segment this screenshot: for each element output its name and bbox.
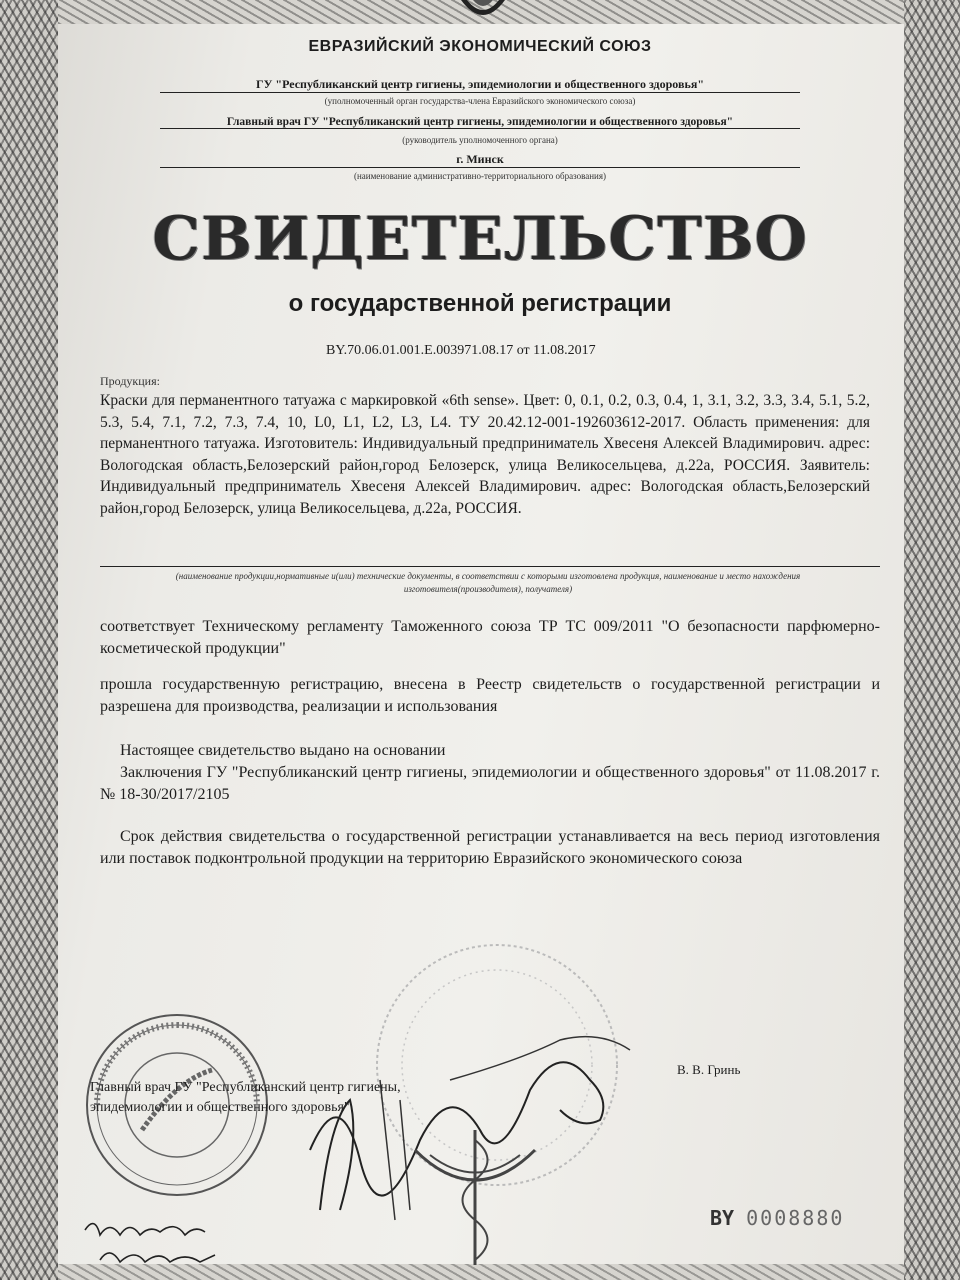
handwritten-copy-note-icon [80, 1210, 230, 1270]
authority-caption: (уполномоченный орган государства-члена Евразийского экономического союза) [324, 96, 636, 106]
product-underline [100, 566, 880, 567]
certificate-subtitle: о государственной регистрации [288, 290, 672, 317]
basis-conclusion: Заключения ГУ "Республиканский центр гигиены, эпидемиологии и общественного здоровья" от 11.08.2017 г. № 18-30/2017/2105 [100, 764, 880, 803]
certificate-title: СВИДЕТЕЛЬСТВО [152, 204, 808, 274]
authority-name: ГУ "Республиканский центр гигиены, эпидемиологии и общественного здоровья" [160, 77, 800, 93]
signer-title: Главный врач ГУ "Республиканский центр гигиены, эпидемиологии и общественного здоровья" [90, 1080, 401, 1115]
serial-number [710, 1206, 844, 1230]
city-name: г. Минск [160, 152, 800, 168]
conformity-statement: соответствует Техническому регламенту Таможенного союза ТР ТС 009/2011 "О безопасности парфюмерно-косметической продукции" [100, 618, 880, 657]
left-ornamental-border [0, 0, 58, 1280]
serial-digits: 0008880 [746, 1206, 845, 1230]
registration-statement: прошла государственную регистрацию, внесена в Реестр свидетельств о государственной регистрации и разрешена для производства, реализации и использования [100, 676, 880, 715]
city-caption: (наименование административно-территориального образования) [353, 171, 606, 181]
product-caption: (наименование продукции,нормативные и(или) технические документы, в соответствии с которыми изготовлена продукция, наименование и место нахождения изготовителя(производителя), получателя) [175, 571, 801, 594]
head-of-authority: Главный врач ГУ "Республиканский центр гигиены, эпидемиологии и общественного здоровья" [160, 116, 800, 129]
product-label: Продукция: [100, 374, 160, 388]
head-caption: (руководитель уполномоченного органа) [402, 135, 558, 145]
right-ornamental-border [904, 0, 960, 1280]
signer-name: В. В. Гринь [677, 1062, 741, 1077]
validity-statement: Срок действия свидетельства о государственной регистрации устанавливается на весь период изготовления или поставок подконтрольной продукции на территорию Евразийского экономического союза [100, 828, 880, 867]
registration-number: BY.70.06.01.001.E.003971.08.17 от 11.08.2017 [326, 343, 596, 358]
union-title: ЕВРАЗИЙСКИЙ ЭКОНОМИЧЕСКИЙ СОЮЗ [308, 38, 652, 55]
eaeu-logo-icon [455, 0, 511, 26]
serial-prefix: BY [710, 1206, 735, 1230]
product-description: Краски для перманентного татуажа с маркировкой «6th sense». Цвет: 0, 0.1, 0.2, 0.3, 0.4, 1, 3.1, 3.2, 3.3, 3.4, 5.1, 5.2, 5.3, 5.4, 7.1, 7.2, 7.3, 7.4, 10, L0, L1, L2, L3, L4. ТУ 20.42.12-001-192603612-2017. Область применения: для перманентного татуажа. Изготовитель: Индивидуальный предприниматель Хвесеня Алексей Владимирович. адрес: Вологодская область,Белозерский район,город Белозерск, улица Великосельцева, д.22а, РОССИЯ. Заявитель: Индивидуальный предприниматель Хвесеня Алексей Владимирович. адрес: Вологодская область,Белозерский район,город Белозерск, улица Великосельцева, д.22а, РОССИЯ. [100, 392, 870, 517]
basis-line: Настоящее свидетельство выдано на основании [120, 742, 446, 759]
medical-emblem-icon [410, 1110, 540, 1270]
